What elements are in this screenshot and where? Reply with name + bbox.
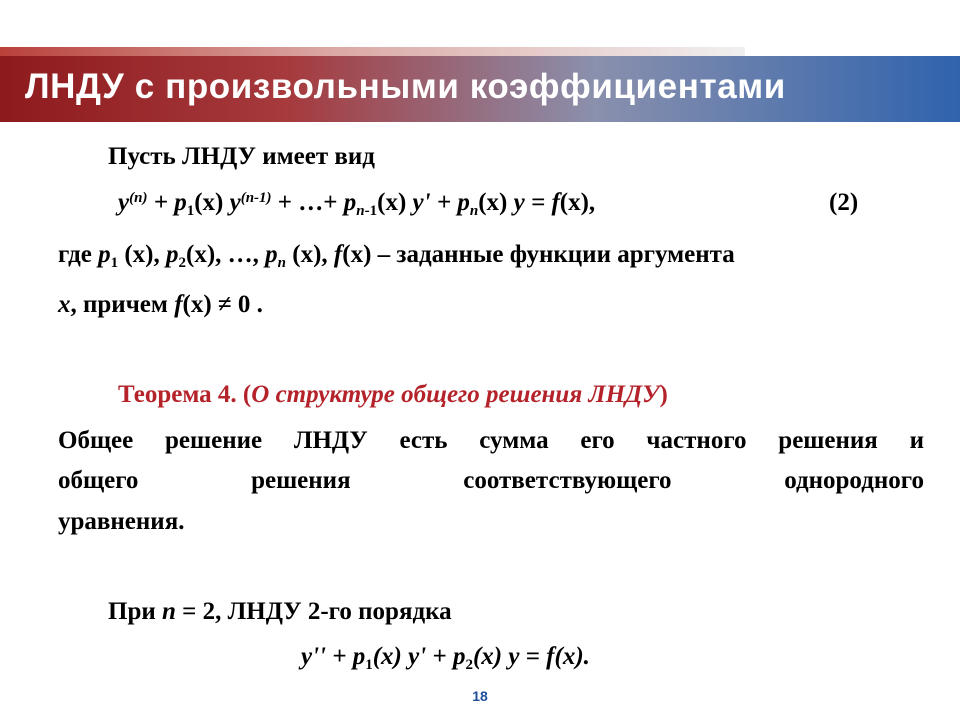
where-suffix: – заданные функции аргумента	[371, 241, 735, 268]
statement-line-3: уравнения.	[58, 508, 185, 535]
eq2-y-eq: y =	[513, 189, 552, 216]
eq2-y: y	[118, 189, 130, 216]
theorem-heading	[118, 381, 668, 409]
intro-line: Пусть ЛНДУ имеет вид	[108, 143, 375, 170]
case-prefix: При	[108, 598, 163, 625]
slide-title: ЛНДУ с произвольными коэффициентами	[25, 67, 786, 106]
cond-neq: ≠ 0 .	[211, 291, 263, 318]
eq2-p-n-1: p	[343, 189, 357, 216]
case-n: n	[162, 598, 176, 625]
eqs-ypp: y'' + p	[301, 643, 366, 670]
where-a2: (x), …,	[186, 241, 266, 268]
eq2-x3: (x)	[478, 189, 514, 216]
statement-line-2: общего решения соответствующего однородного	[58, 467, 924, 494]
eq2-sub-n2: n	[469, 203, 479, 219]
eq2-x1: (x)	[194, 189, 224, 216]
where-a3: (x),	[286, 241, 334, 268]
where-sub-1: 1	[110, 255, 119, 271]
title-bar	[0, 56, 960, 122]
eq2-sub-n: n	[356, 203, 365, 219]
equation-number: (2)	[829, 189, 859, 216]
eq2-x2: (x)	[377, 189, 413, 216]
equation-2	[118, 189, 595, 217]
eq2-sup-n-1: (n-1)	[240, 190, 272, 206]
condition-line	[58, 291, 263, 319]
case-n2-line	[108, 598, 452, 626]
eq2-sub-minus1: -1	[364, 203, 378, 219]
where-sub-2: 2	[178, 255, 187, 271]
eq2-yprime: y' +	[412, 189, 458, 216]
eq2-sup-n: (n)	[129, 190, 148, 206]
eqs-sub-1: 1	[365, 657, 373, 673]
eq2-pn: p	[457, 189, 470, 216]
eq2-f: f	[551, 189, 560, 216]
where-prefix: где	[58, 241, 99, 268]
second-order-equation	[301, 643, 590, 671]
eq2-fx: (x),	[559, 189, 596, 216]
eq2-y2: y	[223, 189, 241, 216]
theorem-label: Теорема 4. (	[118, 381, 252, 408]
eqs-sub-2: 2	[465, 657, 473, 673]
where-pn: p	[265, 241, 278, 268]
where-p2: p	[166, 241, 179, 268]
eqs-a2: (x) y = f(x).	[472, 643, 590, 670]
header-accent-line	[0, 47, 745, 56]
theorem-title: О структуре общего решения ЛНДУ	[251, 381, 660, 408]
statement-line-1: Общее решение ЛНДУ есть сумма его частного решения и	[58, 427, 924, 454]
theorem-close: )	[659, 381, 668, 408]
case-eq: = 2, ЛНДУ 2-го порядка	[175, 598, 452, 625]
page-number: 18	[472, 688, 488, 704]
where-line	[58, 241, 924, 269]
where-p1: p	[98, 241, 111, 268]
where-sub-n: n	[277, 255, 287, 271]
eq2-plus-p: + p	[147, 189, 187, 216]
eqs-p2: p	[452, 643, 466, 670]
eqs-a1: (x) y' +	[372, 643, 453, 670]
cond-text: , причем	[70, 291, 175, 318]
eq2-sub-1: 1	[186, 203, 195, 219]
cond-x: x	[58, 291, 71, 318]
where-f: f	[333, 241, 343, 268]
cond-f: f	[174, 291, 183, 318]
cond-fx: (x)	[182, 291, 212, 318]
where-a4: (x)	[342, 241, 372, 268]
eq2-ellipsis: + …+	[271, 189, 344, 216]
where-a1: (x),	[118, 241, 167, 268]
